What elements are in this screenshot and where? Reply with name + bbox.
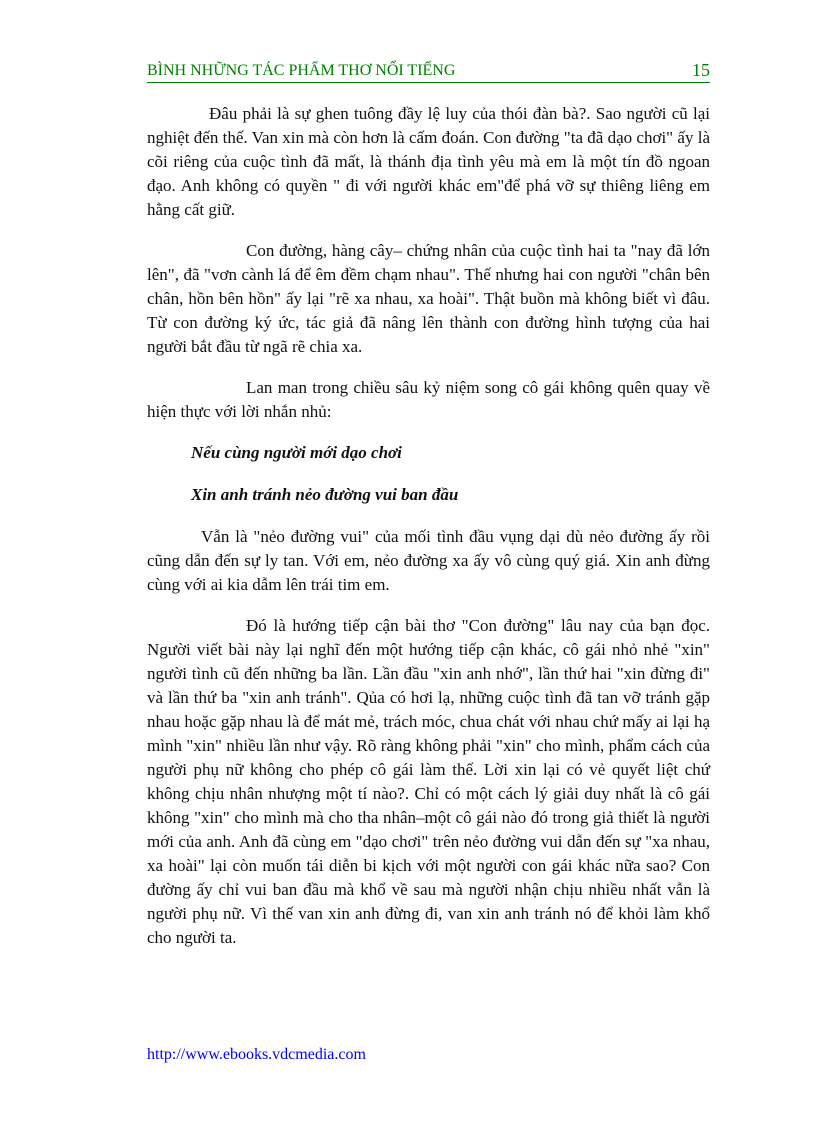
paragraph: Vẫn là "nẻo đường vui" của mối tình đầu vụng dại dù nẻo đường ấy rồi cũng dẫn đến sự ly tan. Với em, nẻo đường xa ấy vô cùng quý giá. Xin anh đừng cùng với ai kia dẫm lên trái tim em. [147,527,710,594]
footer-link[interactable]: http://www.ebooks.vdcmedia.com [147,1046,366,1063]
book-title: BÌNH NHỮNG TÁC PHẨM THƠ NỔI TIẾNG [147,62,456,79]
paragraph: Đâu phải là sự ghen tuông đầy lệ luy của thói đàn bà?. Sao người cũ lại nghiệt đến thế. Van xin mà còn hơn là cấm đoán. Con đường "ta đã dạo chơi" ấy là cõi riêng của cuộc tình đã mất, là thánh địa tình yêu mà em là một tín đồ ngoan đạo. Anh không có quyền " đi với người khác em"để phá vỡ sự thiêng liêng em hằng cất giữ. [147,104,710,219]
paragraph: Con đường, hàng cây– chứng nhân của cuộc tình hai ta "nay đã lớn lên", đã "vơn cành lá để êm đềm chạm nhau". Thế nhưng hai con người "chân bên chân, hồn bên hồn" ấy lại "rẽ xa nhau, xa hoài". Thật buồn mà không biết vì đâu. Từ con đường ký ức, tác giả đã nâng lên thành con đường hình tượng của hai người bắt đầu từ ngã rẽ chia xa. [147,241,710,356]
verse-line: Xin anh tránh nẻo đường vui ban đầu [191,485,459,504]
page-number: 15 [692,60,710,80]
page-header [147,60,710,83]
verse-line: Nếu cùng người mới dạo chơi [191,443,402,462]
paragraph: Đó là hướng tiếp cận bài thơ "Con đường" lâu nay của bạn đọc. Người viết bài này lại nghĩ đến một hướng tiếp cận khác, cô gái nhỏ nhẻ "xin" người tình cũ đến những ba lần. Lần đầu "xin anh nhớ", lần thứ hai "xin đừng đi" và lần thứ ba "xin anh tránh". Qủa có hơi lạ, những cuộc tình đã tan vỡ tránh gặp nhau hoặc gặp nhau là để mát mẻ, trách móc, chua chát với nhau chứ mấy ai lại hạ mình "xin" nhiều lần như vậy. Rõ ràng không phải "xin" cho mình, phẩm cách của người phụ nữ không cho phép cô gái làm thế. Lời xin lại có vẻ quyết liệt chứ không chịu nhân nhượng một tí nào?. Chỉ có một cách lý giải duy nhất là cô gái không "xin" cho mình mà cho tha nhân–một cô gái nào đó trong giả thiết là người mới của anh. Anh đã cùng em "dạo chơi" trên nẻo đường vui dẫn đến sự "xa nhau, xa hoài" lại còn muốn tái diễn bi kịch với một người con gái khác nữa sao? Con đường ấy chỉ vui ban đầu mà khổ về sau mà người nhận chịu nhiều nhất vẫn là người phụ nữ. Vì thế van xin anh đừng đi, van xin anh tránh nó để khỏi làm khổ cho người ta. [147,616,710,947]
paragraph: Lan man trong chiều sâu kỷ niệm song cô gái không quên quay về hiện thực với lời nhắn nhủ: [147,378,710,421]
article-body [147,102,710,967]
